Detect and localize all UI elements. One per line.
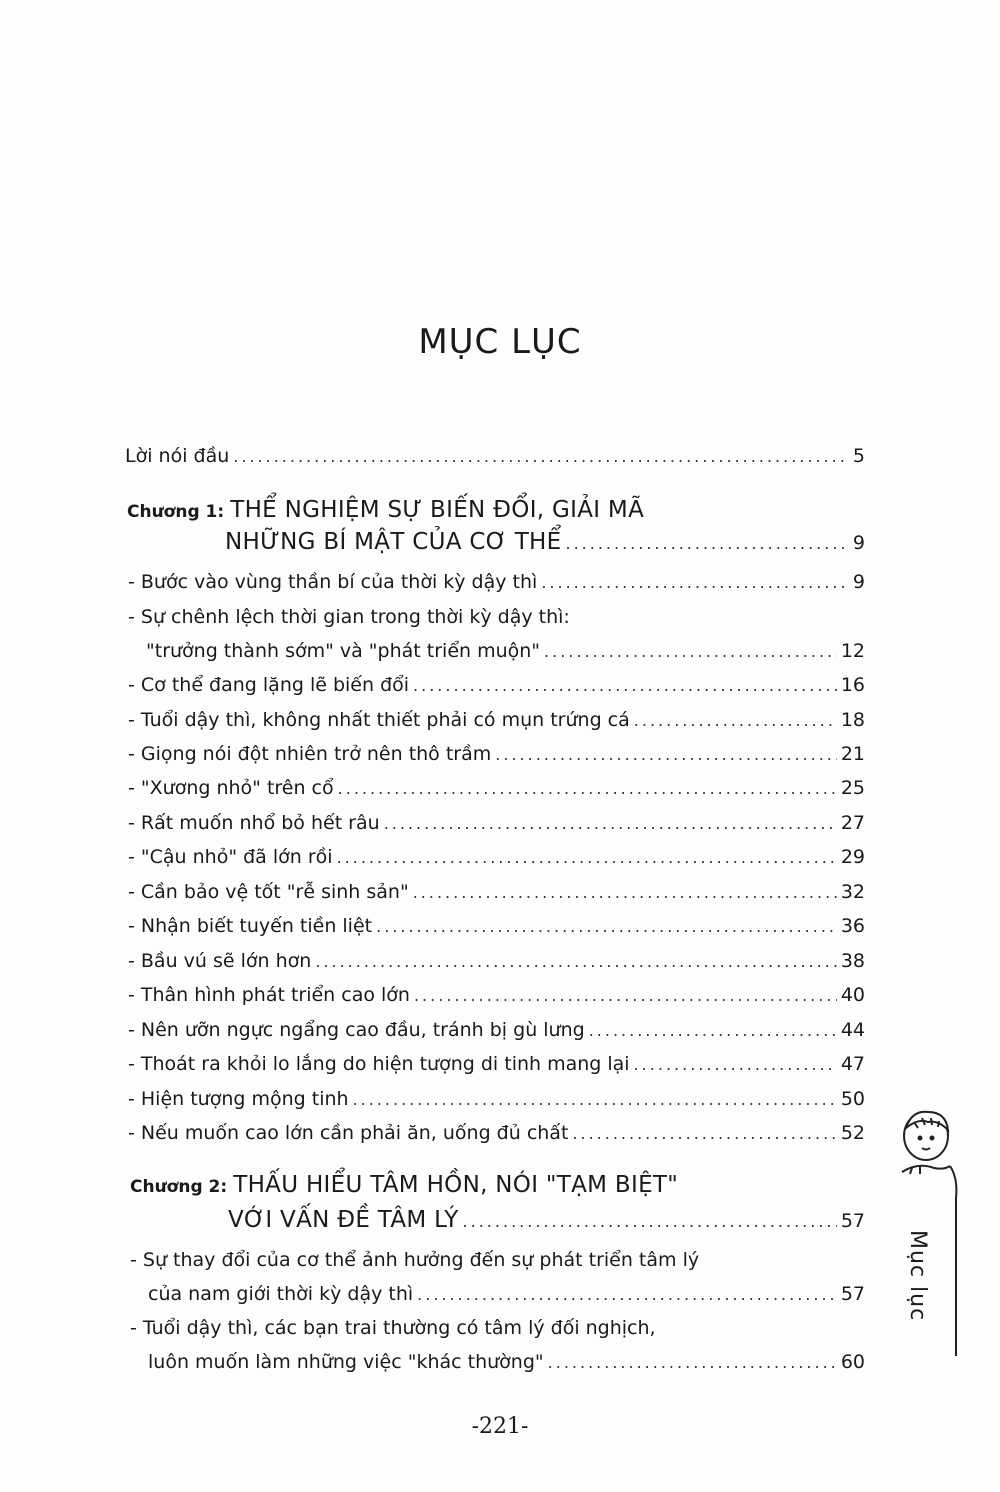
dot-leader (541, 571, 849, 595)
dot-leader (337, 846, 837, 870)
toc-entry (128, 811, 865, 836)
toc-entry-page: 36 (840, 915, 865, 937)
toc-entry-text: - Cơ thể đang lặng lẽ biến đổi (128, 674, 410, 696)
toc-entry-page: 50 (840, 1088, 865, 1110)
toc-entry (146, 639, 865, 664)
dot-leader (315, 950, 837, 974)
toc-entry-text: - Nếu muốn cao lớn cần phải ăn, uống đủ chất (128, 1122, 569, 1144)
chapter-page: 9 (852, 532, 865, 554)
toc-entry-text: - Sự chênh lệch thời gian trong thời kỳ dậy thì: (128, 606, 570, 628)
toc-entry-page: 60 (840, 1351, 865, 1373)
toc-entry-text: - Hiện tượng mộng tinh (128, 1088, 349, 1110)
toc-entry (128, 845, 865, 870)
toc-entry (128, 983, 865, 1008)
toc-entry (128, 1121, 865, 1146)
toc-entry (128, 1087, 865, 1112)
toc-entry-text: - Giọng nói đột nhiên trở nên thô trầm (128, 743, 492, 765)
toc-entry-page: 27 (840, 812, 865, 834)
toc-entry (128, 1018, 865, 1043)
dot-leader (417, 1283, 837, 1307)
chapter-title-line1: THỂ NGHIỆM SỰ BIẾN ĐỔI, GIẢI MÃ (230, 497, 645, 523)
chapter-label: Chương 2: (130, 1177, 228, 1197)
toc-entry-text: - Tuổi dậy thì, không nhất thiết phải có mụn trứng cá (128, 709, 630, 731)
toc-entry-text: - Thân hình phát triển cao lớn (128, 984, 410, 1006)
dot-leader (572, 1122, 836, 1146)
dot-leader (376, 915, 837, 939)
dot-leader (353, 1088, 837, 1112)
chapter-label: Chương 1: (127, 502, 225, 522)
chapter-title-line1: THẤU HIỂU TÂM HỒN, NÓI "TẠM BIỆT" (233, 1172, 679, 1198)
toc-entry-page: 47 (840, 1053, 865, 1075)
toc-entry-page: 25 (840, 777, 865, 799)
dot-leader (233, 445, 849, 469)
dot-leader (634, 1053, 837, 1077)
dot-leader (414, 984, 837, 1008)
toc-entry (128, 949, 865, 974)
toc-entry (128, 776, 865, 801)
dot-leader (338, 777, 837, 801)
chapter-title-line2: NHỮNG BÍ MẬT CỦA CƠ THỂ (225, 529, 562, 555)
toc-entry-text: - Bước vào vùng thần bí của thời kỳ dậy thì (128, 571, 538, 593)
toc-entry-text: - "Cậu nhỏ" đã lớn rồi (128, 846, 333, 868)
toc-entry-text: - Tuổi dậy thì, các bạn trai thường có tâm lý đối nghịch, (130, 1317, 656, 1339)
dot-leader (544, 640, 837, 664)
toc-entry-page: 40 (840, 984, 865, 1006)
chapter-page: 57 (840, 1210, 865, 1232)
toc-entry (128, 708, 865, 733)
toc-entry-page: 5 (852, 445, 865, 467)
dot-leader (495, 743, 837, 767)
toc-entry (128, 914, 865, 939)
page-title: MỤC LỤC (418, 322, 582, 362)
toc-entry-page: 12 (840, 640, 865, 662)
toc-entry (128, 1052, 865, 1077)
toc-entry-text: - Nhận biết tuyến tiền liệt (128, 915, 373, 937)
toc-entry (148, 1350, 865, 1375)
chapter-heading (130, 1173, 678, 1199)
toc-entry-text: - Rất muốn nhổ bỏ hết râu (128, 812, 380, 834)
toc-entry-text: - Thoát ra khỏi lo lắng do hiện tượng di tinh mang lại (128, 1053, 630, 1075)
dot-leader (548, 1351, 837, 1375)
toc-entry-page: 32 (840, 881, 865, 903)
dot-leader (384, 812, 837, 836)
dot-leader (413, 674, 837, 698)
toc-entry (125, 444, 865, 469)
toc-entry-page: 44 (840, 1019, 865, 1041)
toc-entry-text-cont: "trưởng thành sớm" và "phát triển muộn" (146, 640, 541, 662)
toc-entry (128, 880, 865, 905)
toc-entry-text-cont: luôn muốn làm những việc "khác thường" (148, 1351, 544, 1373)
toc-entry-text: - Bầu vú sẽ lớn hơn (128, 950, 312, 972)
chapter-heading (127, 498, 644, 524)
chapter-heading-line2 (225, 530, 865, 556)
toc-entry-text: - Cần bảo vệ tốt "rễ sinh sản" (128, 881, 409, 903)
toc-entry (148, 1282, 865, 1307)
chapter-heading-line2 (228, 1208, 865, 1234)
page-number: -221- (471, 1414, 529, 1439)
toc-entry (128, 673, 865, 698)
dot-leader (589, 1019, 837, 1043)
dot-leader (565, 532, 848, 556)
toc-entry-page: 57 (840, 1283, 865, 1305)
toc-entry (128, 742, 865, 767)
toc-entry-text: - Nên ưỡn ngực ngẩng cao đầu, tránh bị gù lưng (128, 1019, 585, 1041)
dot-leader (463, 1210, 837, 1234)
dot-leader (634, 709, 837, 733)
chapter-title-line2: VỚI VẤN ĐỀ TÂM LÝ (228, 1207, 459, 1233)
toc-entry-page: 16 (840, 674, 865, 696)
side-tab-label: Mục lục (905, 1230, 930, 1322)
toc-entry-page: 21 (840, 743, 865, 765)
dot-leader (413, 881, 837, 905)
toc-entry-page: 29 (840, 846, 865, 868)
toc-entry-page: 38 (840, 950, 865, 972)
toc-entry-page: 18 (840, 709, 865, 731)
toc-entry-text: Lời nói đầu (125, 445, 230, 467)
toc-entry-page: 52 (840, 1122, 865, 1144)
toc-entry-page: 9 (852, 571, 865, 593)
toc-entry (128, 570, 865, 595)
toc-entry-text: - Sự thay đổi của cơ thể ảnh hưởng đến sự phát triển tâm lý (130, 1249, 700, 1271)
toc-entry-text: - "Xương nhỏ" trên cổ (128, 777, 334, 799)
toc-entry-text-cont: của nam giới thời kỳ dậy thì (148, 1283, 414, 1305)
